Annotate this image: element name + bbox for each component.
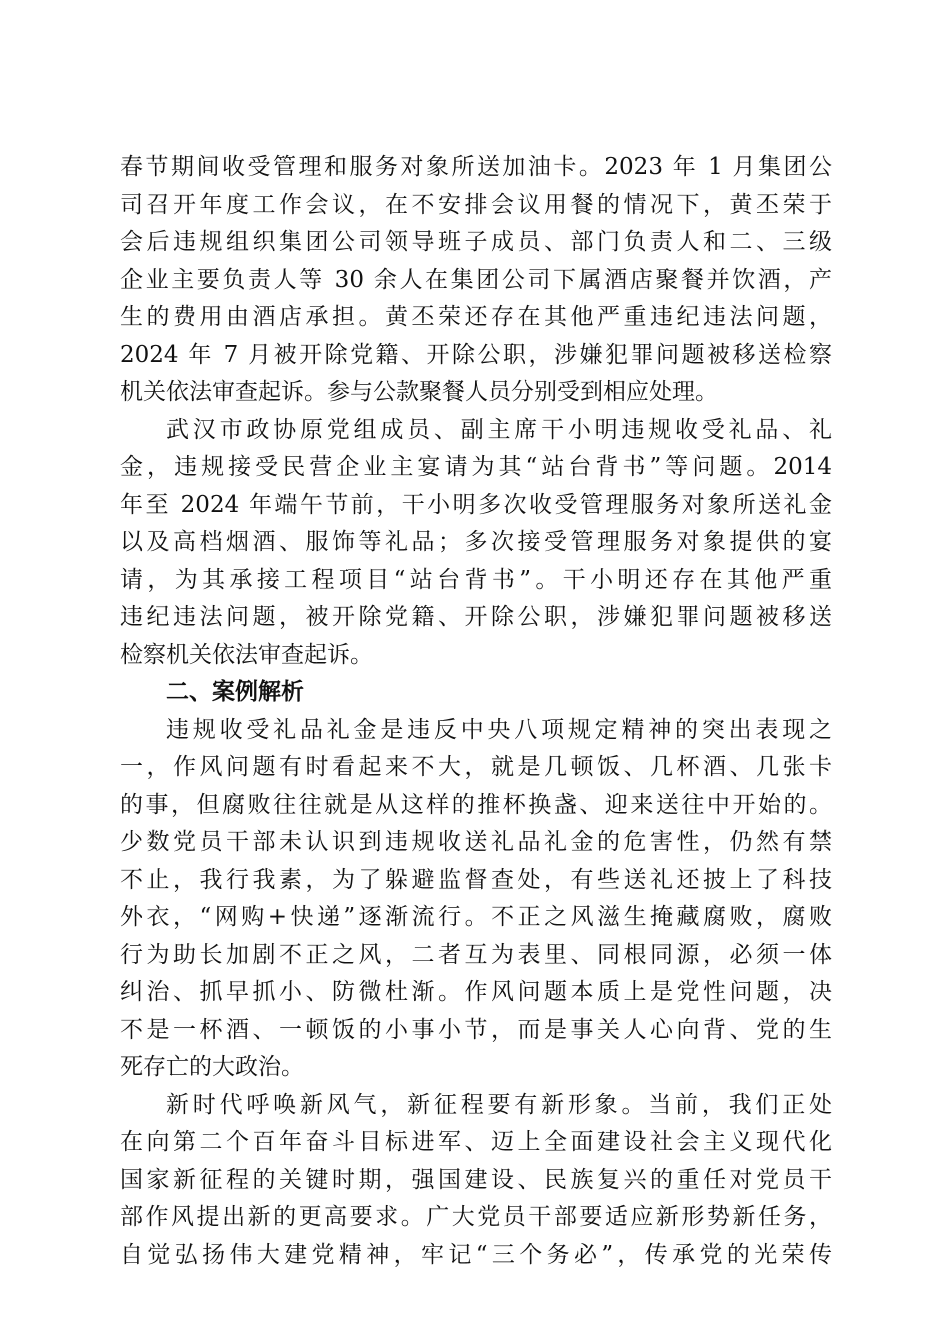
text-line: 一，作风问题有时看起来不大，就是几顿饭、几杯酒、几张卡 (120, 754, 832, 780)
text-line: 行为助长加剧不正之风，二者互为表里、同根同源，必须一体 (120, 941, 832, 968)
text-line: 司召开年度工作会议，在不安排会议用餐的情况下，黄丕荣于 (120, 191, 832, 218)
text-line: 会后违规组织集团公司领导班子成员、部门负责人和二、三级 (120, 229, 832, 255)
text-line: 年至 2024 年端午节前，干小明多次收受管理服务对象所送礼金 (120, 491, 832, 518)
text-line: 春节期间收受管理和服务对象所送加油卡。2023 年 1 月集团公 (120, 154, 832, 180)
text-line: 检察机关依法审查起诉。 (120, 641, 373, 668)
text-line: 部作风提出新的更高要求。广大党员干部要适应新形势新任务， (120, 1204, 832, 1230)
section-heading: 二、案例解析 (166, 679, 304, 705)
text-line: 的事，但腐败往往就是从这样的推杯换盏、迎来送往中开始的。 (120, 791, 832, 818)
paragraph-2 (120, 412, 832, 675)
text-line: 死存亡的大政治。 (120, 1054, 304, 1080)
paragraph-3 (120, 712, 832, 1087)
text-line: 新时代呼唤新风气，新征程要有新形象。当前，我们正处 (166, 1091, 832, 1118)
text-line: 国家新征程的关键时期，强国建设、民族复兴的重任对党员干 (120, 1166, 832, 1193)
text-line: 违纪违法问题，被开除党籍、开除公职，涉嫌犯罪问题被移送 (120, 604, 832, 630)
text-line: 生的费用由酒店承担。黄丕荣还存在其他严重违纪违法问题， (120, 304, 832, 330)
paragraph-1 (120, 149, 832, 412)
text-line: 企业主要负责人等 30 余人在集团公司下属酒店聚餐并饮酒，产 (120, 266, 832, 293)
text-line: 不是一杯酒、一顿饭的小事小节，而是事关人心向背、党的生 (120, 1016, 832, 1043)
text-line: 请，为其承接工程项目“站台背书”。干小明还存在其他严重 (120, 566, 832, 593)
text-line: 以及高档烟酒、服饰等礼品；多次接受管理服务对象提供的宴 (120, 529, 832, 555)
text-line: 2024 年 7 月被开除党籍、开除公职，涉嫌犯罪问题被移送检察 (120, 341, 832, 368)
text-line: 武汉市政协原党组成员、副主席干小明违规收受礼品、礼 (166, 416, 832, 443)
document-body (120, 149, 832, 1274)
text-line: 金，违规接受民营企业主宴请为其“站台背书”等问题。2014 (120, 454, 832, 480)
text-line: 自觉弘扬伟大建党精神，牢记“三个务必”，传承党的光荣传 (120, 1241, 832, 1268)
paragraph-4 (120, 1087, 832, 1275)
text-line: 外衣，“网购+快递”逐渐流行。不正之风滋生掩藏腐败，腐败 (120, 904, 832, 930)
text-line: 在向第二个百年奋斗目标进军、迈上全面建设社会主义现代化 (120, 1129, 832, 1155)
text-line: 不止，我行我素，为了躲避监督查处，有些送礼还披上了科技 (120, 866, 832, 893)
text-line: 纠治、抓早抓小、防微杜渐。作风问题本质上是党性问题，决 (120, 979, 832, 1005)
text-line: 违规收受礼品礼金是违反中央八项规定精神的突出表现之 (166, 716, 832, 743)
text-line: 少数党员干部未认识到违规收送礼品礼金的危害性，仍然有禁 (120, 829, 832, 855)
text-line: 机关依法审查起诉。参与公款聚餐人员分别受到相应处理。 (120, 379, 718, 405)
